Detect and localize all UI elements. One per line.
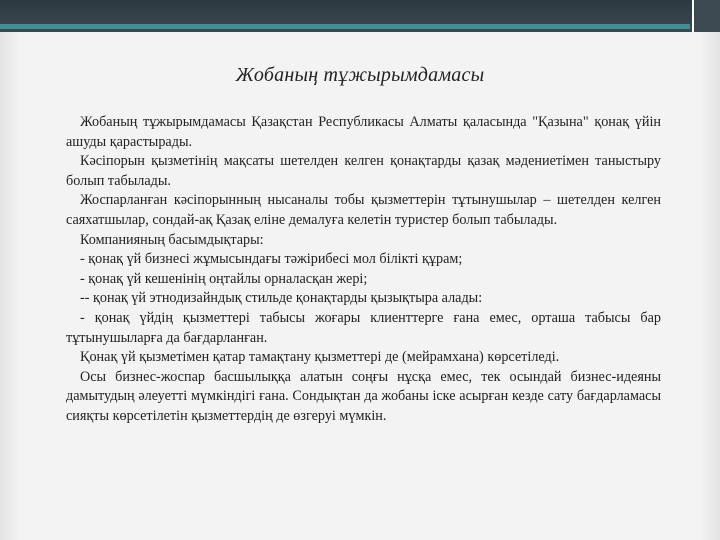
slide-title: Жобаның тұжырымдамасы	[235, 64, 485, 86]
slide-right-edge	[700, 32, 720, 540]
list-item-staff: - қонақ үй бизнесі жұмысындағы тәжірибесі мол білікті құрам;	[80, 251, 463, 268]
slide-body	[66, 113, 661, 427]
paragraph-priorities-heading: Компанияның басымдықтары:	[80, 231, 264, 248]
list-item-ethno-style: -- қонақ үй этнодизайндық стильде қонақтарды қызықтыра алады:	[80, 290, 483, 307]
header-corner-block	[692, 0, 720, 32]
paragraph-disclaimer: Осы бизнес-жоспар басшылыққа алатын соңғы нұсқа емес, тек осындай бизнес-идеяны дамытудың әлеуетті мүмкіндігі ғана. Сондықтан да жобаны іске асырған кезде сату бағдарламасы сияқты көрсетілетін қызметтердің де өзгеруі мүмкін.	[66, 368, 661, 424]
paragraph-target-group: Жоспарланған кәсіпорынның нысаналы тобы қызметтерін тұтынушылар – шетелден келген саяхатшылар, сондай-ақ Қазақ еліне демалуға келетін туристер болып табылады.	[66, 192, 661, 228]
paragraph-goal: Кәсіпорын қызметінің мақсаты шетелден келген қонақтарды қазақ мәдениетімен таныстыру болып табылады.	[66, 153, 661, 189]
paragraph-restaurant: Қонақ үй қызметімен қатар тамақтану қызметтері де (мейрамхана) көрсетіледі.	[80, 349, 560, 366]
paragraph-concept: Жобаның тұжырымдамасы Қазақстан Республикасы Алматы қаласында "Қазына" қонақ үйін ашуды қарастырады.	[66, 114, 661, 150]
list-item-audience: - қонақ үйдің қызметтері табысы жоғары клиенттерге ғана емес, орташа табысы бар тұтынушыларға да бағдарланған.	[66, 309, 661, 346]
header-accent-line	[0, 24, 690, 29]
list-item-location: - қонақ үй кешенінің оңтайлы орналасқан жері;	[80, 270, 368, 287]
slide-left-edge	[0, 32, 20, 540]
